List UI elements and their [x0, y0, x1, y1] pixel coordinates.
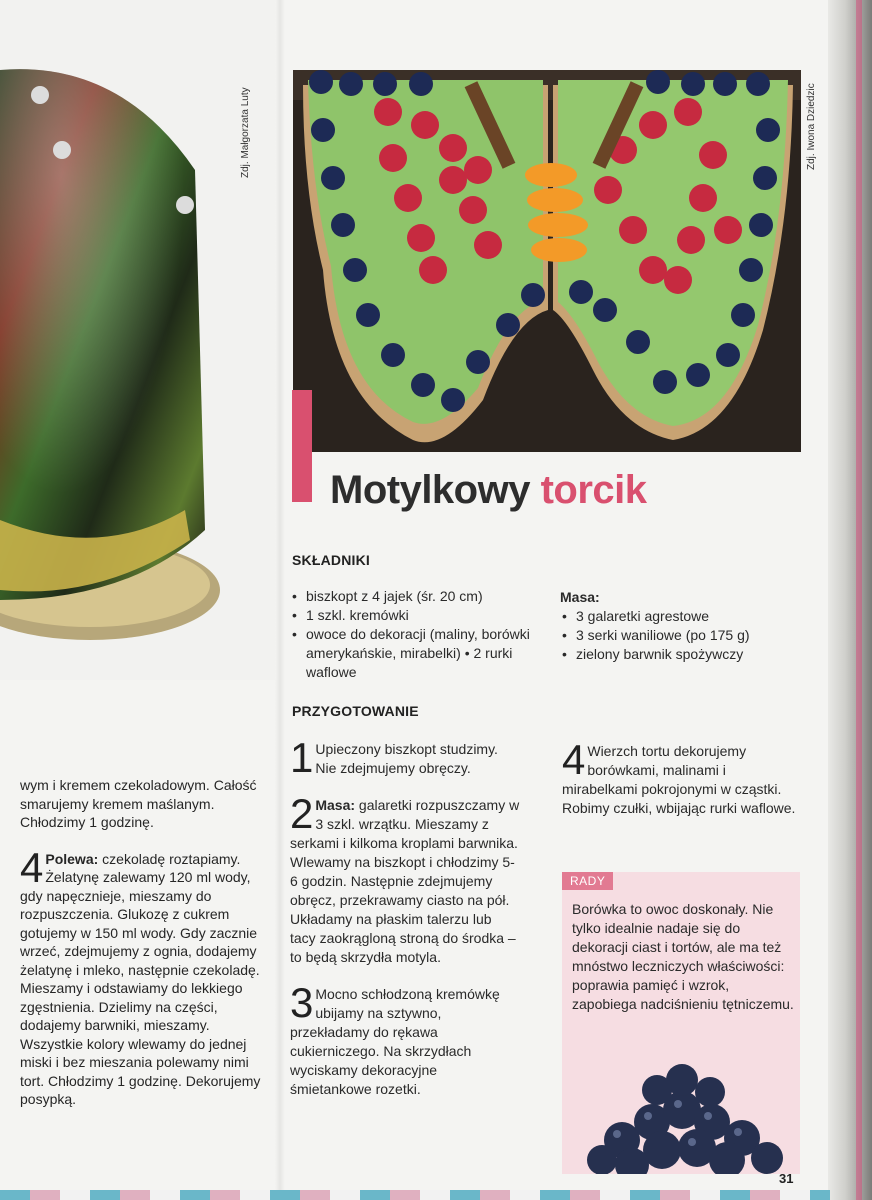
column-gutter [275, 0, 285, 1200]
continuation-paragraph: wym i kremem czekoladowym. Całość smarujemy kremem maślanym. Chłodzimy 1 godzinę. [20, 777, 257, 830]
step-title: Polewa: [45, 850, 99, 867]
preparation-step-2 [290, 790, 520, 967]
preparation-column-left [290, 734, 520, 1099]
polewa-step [20, 843, 270, 1109]
masa-item: • 3 galaretki agrestowe [560, 607, 800, 626]
masa-item: • zielony barwnik spożywczy [560, 645, 800, 664]
masa-item: • 3 serki waniliowe (po 175 g) [560, 626, 800, 645]
step-number: 4 [562, 736, 586, 783]
glazed-cake-illustration [0, 0, 275, 680]
ingredient-item: • owoce do dekoracji (maliny, borówki amerykańskie, mirabelki) • 2 rurki waflowe [290, 625, 540, 682]
photo-credit-right: Zdj. Iwona Dziedzic [806, 83, 817, 170]
step-number: 3 [290, 979, 314, 1026]
blueberries-photo [562, 1040, 800, 1174]
title-part-two: torcik [540, 468, 647, 512]
step-number: 2 [290, 790, 314, 837]
preparation-heading: PRZYGOTOWANIE [292, 703, 419, 719]
preparation-step-3 [290, 979, 520, 1099]
glazed-cake-photo [0, 0, 275, 680]
page-number: 31 [779, 1171, 794, 1186]
bottom-color-strip [0, 1190, 830, 1200]
photo-credit-left: Zdj. Małgorzata Luty [240, 87, 251, 178]
left-column-text [20, 776, 270, 1109]
masa-heading: Masa: [560, 589, 600, 605]
step-text: Mocno schłodzoną kremówkę ubijamy na sztywno, przekładamy do rękawa cukierniczego. Na skrzydłach wyciskamy dekoracyjne śmietankowe rozetki. [290, 986, 500, 1097]
preparation-step-1 [290, 734, 520, 781]
butterfly-cake-photo [293, 70, 801, 452]
page-fold-edge [828, 0, 872, 1200]
blueberries-illustration [562, 1040, 800, 1174]
title-accent-bar [292, 390, 312, 502]
page-edge-strip [856, 0, 862, 1200]
recipe-title [330, 468, 647, 513]
masa-ingredients [560, 588, 800, 664]
step-text: Upieczony biszkopt studzimy. Nie zdejmujemy obręczy. [315, 741, 498, 776]
preparation-step-4 [562, 736, 800, 818]
butterfly-cake-illustration [293, 70, 801, 452]
step-number: 4 [20, 843, 44, 891]
step-text: galaretki rozpuszczamy w 3 szkl. wrzątku. Mieszamy z serkami i kilkoma kroplami barwnika. Wlewamy na biszkopt i chłodzimy 5-6 godzin. Następnie zdejmujemy obręcz, przekrawamy ciasto na pół. Układamy na płaskim talerzu lub tacy zaokrągloną stroną do środka – to będą skrzydła motyla. [290, 797, 520, 965]
ingredients-list [290, 587, 540, 682]
preparation-column-right [562, 736, 800, 818]
ingredients-heading: SKŁADNIKI [292, 552, 371, 568]
tip-text: Borówka to owoc doskonały. Nie tylko idealnie nadaje się do dekoracji ciast i tortów, ale ma też mnóstwo leczniczych właściwości: poprawia pamięć i wzrok, zapobiega nadciśnieniu tętniczemu. [572, 901, 794, 1012]
tip-label: RADY [562, 872, 613, 890]
step-text: czekoladę roztapiamy. Żelatynę zalewamy 120 ml wody, gdy napęcznieje, mieszamy do rozpuszczenia. Glukozę z cukrem gotujemy w 150 ml wody. Gdy zacznie wrzeć, zdejmujemy z ognia, dodajemy żelatynę i mleko, następnie czekoladę. Mieszamy i odstawiamy do lekkiego zgęstnienia. Dzielimy na części, dodajemy barwniki, mieszamy. Wszystkie kolory wlewamy do jednej miski i bez mieszania polewamy nimi tort. Chłodzimy 1 godzinę. Dekorujemy posypką. [20, 850, 261, 1107]
step-title: Masa: [315, 797, 356, 813]
title-part-one: Motylkowy [330, 468, 530, 512]
ingredient-item: • biszkopt z 4 jajek (śr. 20 cm) [290, 587, 540, 606]
ingredient-item: • 1 szkl. kremówki [290, 606, 540, 625]
step-number: 1 [290, 734, 314, 781]
step-text: Wierzch tortu dekorujemy borówkami, malinami i mirabelkami pokrojonymi w cząstki. Robimy czułki, wbijając rurki waflowe. [562, 743, 796, 816]
